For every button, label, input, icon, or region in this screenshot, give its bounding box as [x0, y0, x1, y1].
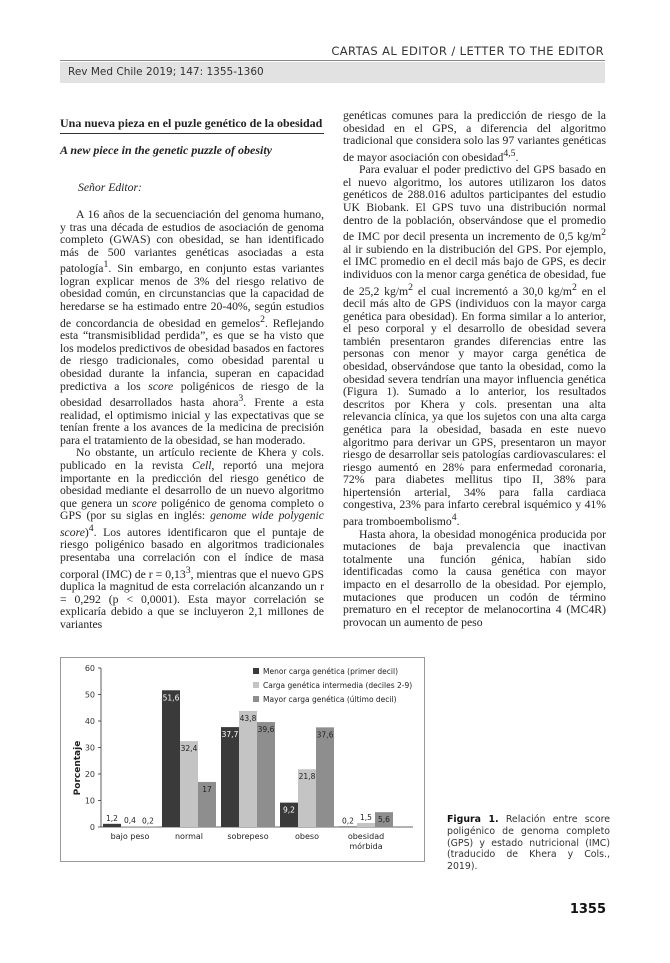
header-rule	[60, 60, 605, 61]
bar	[257, 722, 275, 827]
article-title-english: A new piece in the genetic puzzle of obesity	[60, 143, 272, 157]
paragraph: Para evaluar el poder predictivo del GPS basado en el nuevo algoritmo, los autores utilizaron los datos genéticos de 288.016 adultos participantes del estudio UK Biobank. El GPS tuvo una distribución normal dentro de la población, observándose que el promedio de IMC por decil presenta un incremento de 0,5 $kg/m^2$ al ir subiendo en la distribución del GPS. Por ejemplo, el IMC promedio en el decil más bajo de GPS, es decir individuos con la menor carga genética de obesidad, fue de 25,2 $kg/m^2$ el cual incrementó a 30,0 $kg/m^2$ en el decil más alto de GPS (individuos con la mayor carga genética para obesidad). En forma similar a lo anterior, el peso corporal y el desarrollo de obesidad severa también presentaron grandes diferencias entre las personas con menor y mayor carga genética de obesidad, observándose que tanto la obesidad, como la obesidad severa tendrían una mayor influencia genética (Figura 1). Sumado a lo anterior, los resultados descritos por Khera y cols. presentan una alta relevancia clínica, ya que los sujetos con una alta carga genética para la obesidad, basada en este nuevo algoritmo para derivar un GPS, presentaron un mayor riesgo de desarrollar seis patologías cardiovasculares: el riesgo aumentó en 28% para enfermedad coronaria, 72% para diabetes mellitus tipo II, 38% para hipertensión arterial, 34% para falla cardiaca congestiva, 23% para infarto cerebral isquémico y 41% para tromboembolismo$^4$.	[343, 163, 606, 528]
bar-value-label: 0,2	[142, 816, 154, 826]
category-label: bajo peso	[110, 832, 150, 841]
legend-entry: Menor carga genética (primer decil)	[263, 667, 399, 676]
y-tick-label: 30	[84, 743, 95, 753]
figure-caption	[447, 814, 610, 873]
y-tick-label: 0	[89, 823, 95, 832]
bar-value-label: 32,4	[180, 744, 198, 754]
bar-value-label: 51,6	[162, 693, 180, 703]
y-tick-label: 50	[84, 690, 95, 700]
legend-swatch	[253, 668, 259, 674]
bar-value-label: 1,2	[106, 813, 118, 823]
page-number: 1355	[569, 902, 606, 917]
category-label: obesidad	[347, 832, 385, 841]
paragraph: No obstante, un artículo reciente de Khera y cols. publicado en la revista Cell, reportó una mejora importante en la predicción del riesgo genético de obesidad mediante el desarrollo de un nuevo algoritmo que genera un score poligénico de genoma completo o GPS (por su siglas en inglés: genome wide polygenic score)$^4$. Los autores identificaron que el puntaje de riesgo poligénico basado en algoritmos tradicionales presentaba una correlación con el índice de masa corporal (IMC) de $r = 0,13^3$, mientras que el nuevo GPS duplica la magnitud de esta correlación alcanzando un r = 0,292 (p < 0,0001). Esta mayor correlación se explicaría debido a que se incluyeron 2,1 millones de variantes	[60, 446, 324, 631]
category-label: sobrepeso	[227, 832, 269, 841]
left-column	[60, 209, 324, 631]
y-tick-label: 40	[84, 717, 95, 726]
bar-value-label: 0,4	[124, 815, 136, 825]
paragraph: A 16 años de la secuenciación del genoma humano, y tras una década de estudios de asociación de genoma completo (GWAS) con obesidad, se han identificado más de 500 variantes genéticas asociadas a esta patología$^1$. Sin embargo, en conjunto estas variantes logran explicar menos de 3% del riesgo relativo de obesidad común, en circunstancias que la capacidad de heredarse se ha estimado entre 20-40%, según estudios de concordancia de obesidad en gemelos$^2$. Reflejando esta “transmisiblidad perdida”, es que se ha visto que los modelos predictivos de obesidad basados en factores de riesgo tradicionales, como obesidad parental u obesidad durante la infancia, superan en capacidad predictiva a los score poligénicos de riesgo de la obesidad desarrollados hasta ahora$^3$. Frente a esta realidad, el optimismo inicial y las expectativas que se tenían frente a los avances de la medicina de precisión para el tratamiento de la obesidad, se han moderado.	[60, 208, 324, 447]
paragraph: genéticas comunes para la predicción de riesgo de la obesidad en el GPS, a diferencia del algoritmo tradicional que considera solo las 97 variantes genéticas de mayor asociación con obesidad$^{4,5}$.	[343, 109, 606, 164]
bar-value-label: 37,6	[316, 730, 334, 740]
bar-value-label: 43,8	[239, 713, 257, 723]
caption-text: Relación entre score poligénico de genoma completo (GPS) y estado nutricional (IMC) (traducido de Khera y Cols., 2019).	[447, 814, 610, 873]
y-tick-label: 60	[84, 664, 95, 673]
legend-entry: Mayor carga genética (último decil)	[263, 695, 397, 704]
y-axis-label: Porcentaje	[73, 740, 83, 796]
legend-swatch	[253, 682, 259, 688]
legend-entry: Carga genética intermedia (deciles 2-9)	[263, 681, 413, 690]
category-label: normal	[174, 832, 204, 841]
bar-value-label: 9,2	[283, 805, 295, 815]
bar-value-label: 5,6	[378, 815, 390, 825]
bar-value-label: 39,6	[257, 725, 275, 735]
paragraph: Hasta ahora, la obesidad monogénica producida por mutaciones de baja prevalencia que inactivan totalmente una función génica, habían sido identificadas como la causa genética con mayor impacto en el desarrollo de la obesidad. Por ejemplo, mutaciones que producen un codón de término prematuro en el receptor de melanocortina 4 (MC4R) provocan un aumento de peso	[343, 527, 606, 629]
bar-value-label: 17	[202, 784, 212, 794]
bar	[339, 826, 357, 827]
y-tick-label: 10	[84, 796, 95, 806]
bar	[180, 741, 198, 827]
salutation: Señor Editor:	[78, 181, 142, 194]
category-label: obeso	[295, 832, 319, 841]
bar	[239, 711, 257, 827]
right-column	[343, 110, 606, 629]
bar	[139, 826, 157, 827]
bar-value-label: 21,8	[298, 772, 316, 782]
bar	[316, 727, 334, 827]
bar	[357, 823, 375, 827]
y-tick-label: 20	[84, 770, 95, 779]
bar-chart	[61, 658, 424, 861]
bar	[103, 824, 121, 827]
bar-value-label: 1,5	[360, 813, 372, 823]
bar-value-label: 37,7	[221, 730, 239, 740]
bar	[162, 690, 180, 827]
figure-frame	[60, 657, 425, 862]
bar	[121, 826, 139, 827]
category-label: mórbida	[349, 842, 383, 851]
bar-value-label: 0,2	[342, 816, 354, 826]
section-header: CARTAS AL EDITOR / LETTER TO THE EDITOR	[331, 44, 604, 58]
journal-reference: Rev Med Chile 2019; 147: 1355-1360	[68, 66, 264, 78]
bar	[221, 727, 239, 827]
caption-label: Figura 1.	[447, 814, 499, 825]
legend-swatch	[253, 696, 259, 702]
article-title-spanish: Una nueva pieza en el puzle genético de la obesidad	[60, 116, 324, 134]
